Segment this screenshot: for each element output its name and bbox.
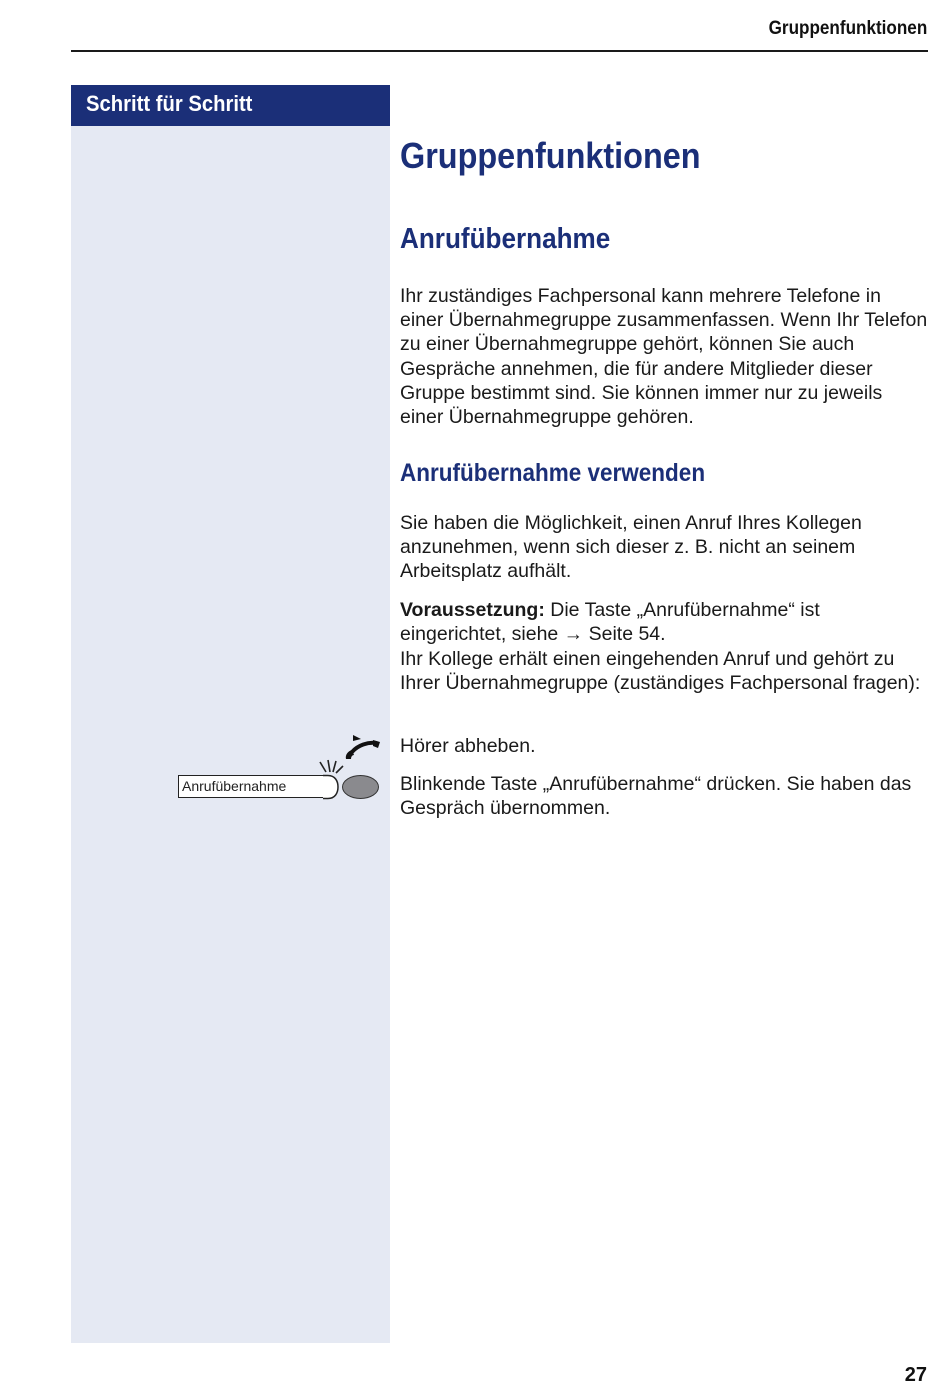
page-number: 27 <box>904 1364 927 1386</box>
function-key-icon[interactable] <box>342 775 379 799</box>
section-title: Anrufübernahme <box>400 223 611 255</box>
handset-lift-icon <box>340 733 382 763</box>
colleague-paragraph: Ihr Kollege erhält einen eingehenden Anruf und gehört zu Ihrer Übernahmegruppe (zuständiges Fachpersonal fragen): <box>400 648 921 695</box>
running-header: Gruppenfunktionen <box>768 18 927 39</box>
intro-paragraph: Ihr zuständiges Fachpersonal kann mehrere Telefone in einer Übernahmegruppe zusammenfassen. Wenn Ihr Telefon zu einer Übernahmegruppe gehört, können Sie auch Gespräche annehmen, die für andere Mitglieder dieser Gruppe bestimmt sind. Sie können immer nur zu jeweils einer Übernahmegruppe gehören. <box>400 285 928 429</box>
sidebar <box>71 85 390 1343</box>
function-key-label: Anrufübernahme <box>178 775 328 798</box>
header-rule <box>71 50 928 52</box>
step-press-key: Blinkende Taste „Anrufübernahme“ drücken. Sie haben das Gespräch übernommen. <box>400 773 912 820</box>
use-paragraph: Sie haben die Möglichkeit, einen Anruf Ihres Kollegen anzunehmen, wenn sich dieser z. B. nicht an seinem Arbeitsplatz aufhält. <box>400 512 862 583</box>
sidebar-title-text: Schritt für Schritt <box>86 91 253 116</box>
requirement-label: Voraussetzung: <box>400 599 545 621</box>
function-key-label-end <box>322 774 340 800</box>
subsection-title: Anrufübernahme verwenden <box>400 459 706 487</box>
page-title: Gruppenfunktionen <box>400 135 701 176</box>
step-lift-handset: Hörer abheben. <box>400 735 536 757</box>
requirement-text: Die Taste „Anrufübernahme“ ist eingerichtet, siehe → Seite 54. <box>400 599 820 646</box>
requirement-paragraph <box>400 598 928 646</box>
sidebar-title <box>71 85 390 126</box>
